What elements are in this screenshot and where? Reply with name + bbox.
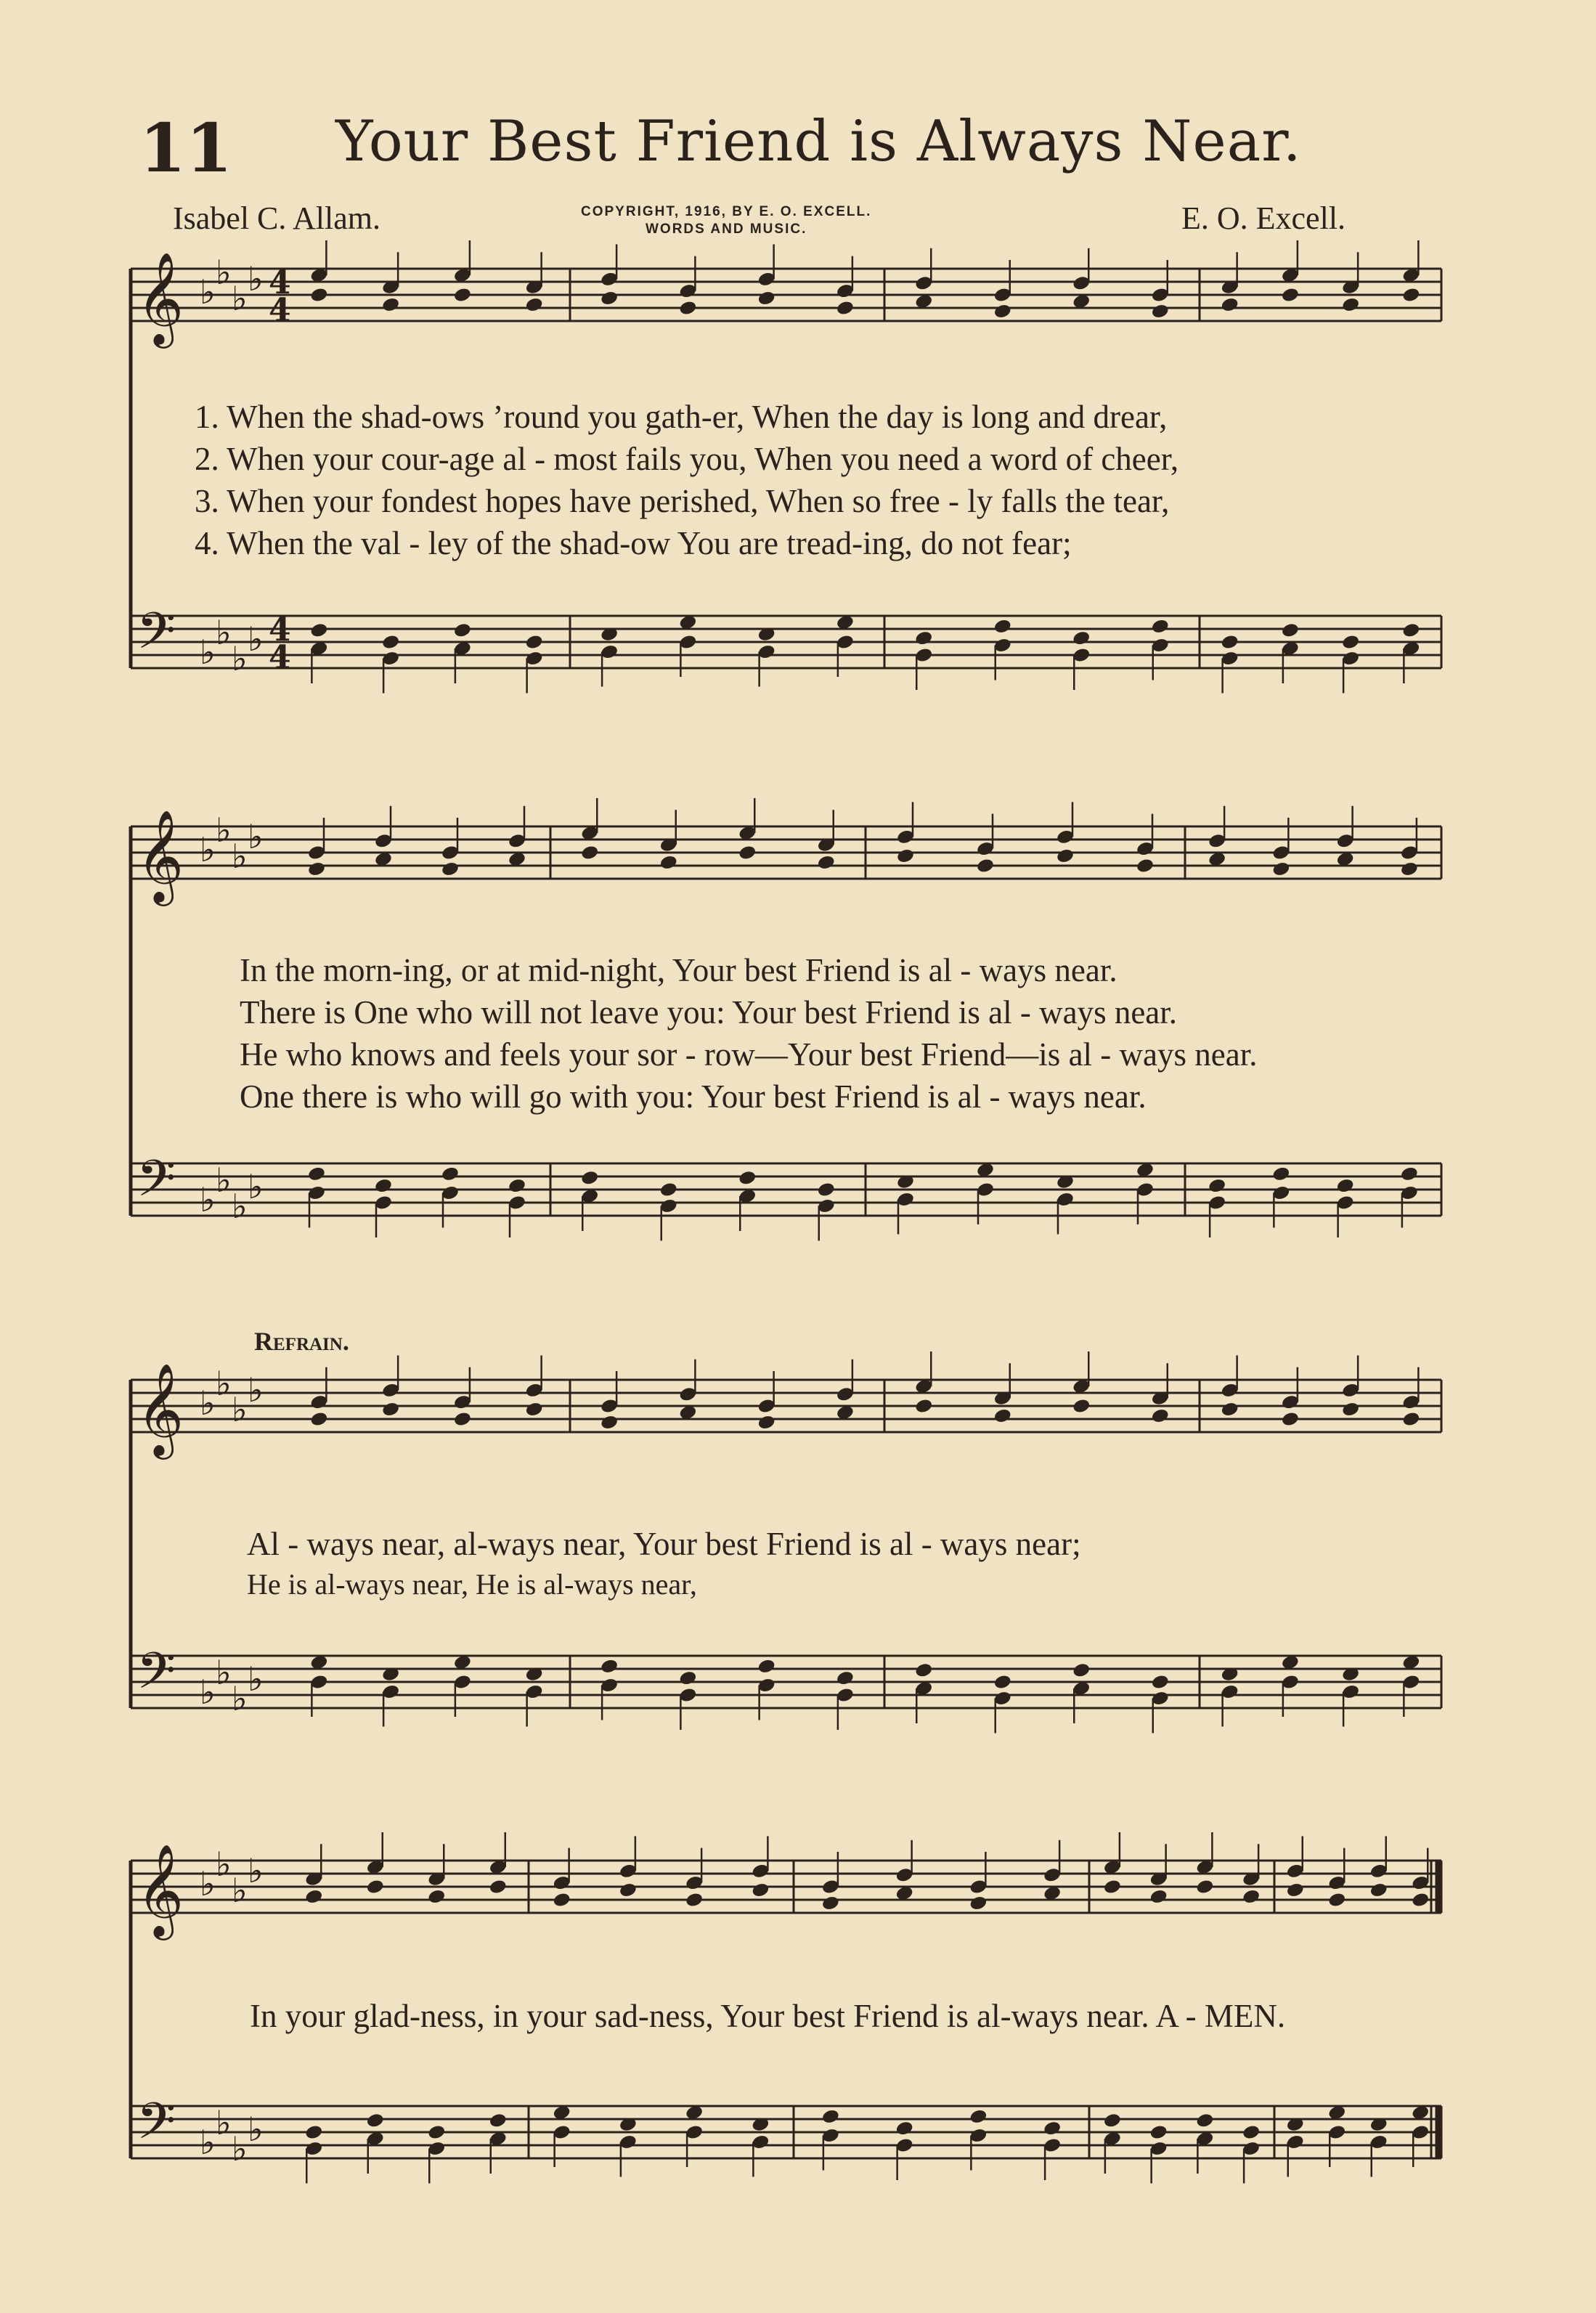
- note-head: [678, 1670, 697, 1686]
- verse-3-line-2: He who knows and feels your sor - row—Your best Friend—is al - ways near.: [240, 1036, 1258, 1073]
- note-head: [1242, 1888, 1261, 1905]
- note-head: [1221, 296, 1239, 313]
- flat-icon: ♭: [232, 2129, 248, 2168]
- note-head: [580, 845, 599, 861]
- note-head: [525, 634, 544, 651]
- note-head: [1271, 861, 1290, 877]
- refrain-line-2: He is al-ways near, He is al-ways near,: [247, 1568, 697, 1601]
- note-head: [1072, 1398, 1091, 1415]
- flat-icon: ♭: [216, 1653, 232, 1692]
- flat-icon: ♭: [232, 1871, 248, 1910]
- note-head: [1136, 858, 1155, 874]
- flat-icon: ♭: [232, 279, 248, 318]
- treble-clef-icon: 𝄞: [137, 1843, 184, 1936]
- final-lyric-line: In your glad-ness, in your sad-ness, Your best Friend is al-ways near. A - MEN.: [250, 1998, 1286, 2034]
- note-head: [453, 622, 472, 639]
- note-head: [993, 1407, 1012, 1424]
- note-head: [1151, 303, 1170, 320]
- note-head: [1151, 1674, 1170, 1691]
- flat-icon: ♭: [248, 619, 264, 659]
- flat-icon: ♭: [200, 1180, 216, 1219]
- note-head: [1401, 287, 1420, 304]
- note-head: [381, 296, 400, 313]
- note-head: [366, 2113, 385, 2129]
- flat-icon: ♭: [200, 1383, 216, 1423]
- note-head: [553, 1892, 571, 1908]
- note-head: [757, 290, 776, 306]
- note-head: [453, 1411, 472, 1428]
- note-head: [1327, 1892, 1346, 1908]
- note-head: [659, 854, 678, 871]
- note-head: [1056, 847, 1075, 864]
- note-head: [1336, 1177, 1355, 1194]
- note-head: [1221, 1401, 1239, 1418]
- note-head: [441, 1166, 460, 1182]
- note-head: [914, 1662, 933, 1679]
- note-head: [1401, 1411, 1420, 1428]
- note-head: [659, 1182, 678, 1198]
- note-head: [836, 1670, 855, 1686]
- note-head: [427, 2124, 446, 2141]
- note-head: [1043, 2120, 1062, 2137]
- treble-clef-icon: 𝄞: [137, 251, 184, 344]
- bass-clef-icon: 𝄢: [137, 1149, 176, 1220]
- flat-icon: ♭: [248, 1851, 264, 1890]
- flat-icon: ♭: [200, 830, 216, 869]
- time-signature-numerator: 4: [269, 264, 291, 301]
- verse-2-line-1: 2. When your cour-age al - most fails you, When you need a word of cheer,: [195, 441, 1179, 477]
- time-signature-numerator: 4: [269, 611, 291, 649]
- note-head: [381, 1401, 400, 1418]
- note-head: [453, 287, 472, 304]
- note-head: [993, 618, 1012, 635]
- note-head: [1281, 622, 1300, 639]
- note-head: [993, 1674, 1012, 1691]
- flat-icon: ♭: [248, 2110, 264, 2149]
- note-head: [817, 854, 836, 871]
- flat-icon: ♭: [248, 817, 264, 856]
- hymn-number: 11: [139, 109, 233, 187]
- note-head: [896, 847, 915, 864]
- note-head: [600, 1414, 619, 1431]
- bass-clef-icon: 𝄢: [137, 601, 176, 672]
- note-head: [757, 1658, 776, 1675]
- note-head: [374, 1177, 393, 1194]
- treble-clef-icon: 𝄞: [137, 1362, 184, 1455]
- note-head: [427, 1888, 446, 1905]
- verse-4-line-2: One there is who will go with you: Your best Friend is al - ways near.: [240, 1078, 1147, 1115]
- refrain-label: Refrain.: [254, 1327, 349, 1356]
- flat-icon: ♭: [232, 1187, 248, 1226]
- note-head: [1400, 1166, 1419, 1182]
- composer-credit: E. O. Excell.: [1181, 200, 1346, 236]
- note-head: [821, 2108, 840, 2125]
- note-head: [914, 630, 933, 646]
- note-head: [309, 1411, 328, 1428]
- note-head: [489, 1879, 508, 1895]
- flat-icon: ♭: [232, 1679, 248, 1718]
- note-head: [580, 1170, 599, 1187]
- note-head: [976, 858, 995, 874]
- note-head: [1281, 287, 1300, 304]
- note-head: [1286, 1882, 1305, 1898]
- note-head: [1341, 634, 1360, 651]
- note-head: [1221, 634, 1239, 651]
- note-head: [1149, 1888, 1168, 1905]
- note-head: [525, 1401, 544, 1418]
- note-head: [1072, 630, 1091, 646]
- verse-4-line-1: 4. When the val - ley of the shad-ow You are tread-ing, do not fear;: [195, 525, 1072, 561]
- note-head: [1195, 1879, 1214, 1895]
- note-head: [1400, 861, 1419, 877]
- flat-icon: ♭: [232, 639, 248, 678]
- note-head: [678, 300, 697, 317]
- time-signature-denominator: 4: [269, 639, 291, 676]
- note-head: [817, 1182, 836, 1198]
- note-head: [738, 1170, 757, 1187]
- flat-icon: ♭: [232, 1390, 248, 1429]
- note-head: [489, 2113, 508, 2129]
- note-head: [525, 296, 544, 313]
- note-head: [1341, 1401, 1360, 1418]
- note-head: [993, 303, 1012, 320]
- flat-icon: ♭: [248, 1370, 264, 1410]
- note-head: [836, 300, 855, 317]
- verse-3-line-1: 3. When your fondest hopes have perished, When so free - ly falls the tear,: [195, 483, 1170, 519]
- note-head: [600, 290, 619, 306]
- flat-icon: ♭: [216, 1845, 232, 1884]
- flat-icon: ♭: [216, 613, 232, 652]
- note-head: [366, 1879, 385, 1895]
- treble-clef-icon: 𝄞: [137, 809, 184, 902]
- verse-1-line-2: In the morn-ing, or at mid-night, Your best Friend is al - ways near.: [240, 952, 1117, 988]
- flat-icon: ♭: [200, 2123, 216, 2162]
- note-head: [895, 2120, 914, 2137]
- note-head: [307, 1166, 326, 1182]
- note-head: [1411, 1892, 1430, 1908]
- note-head: [685, 1892, 704, 1908]
- note-head: [969, 1895, 988, 1911]
- note-head: [441, 861, 460, 877]
- verse-1-line-1: 1. When the shad-ows ’round you gath-er, When the day is long and drear,: [195, 399, 1168, 435]
- verse-2-line-2: There is One who will not leave you: Your best Friend is al - ways near.: [240, 994, 1178, 1031]
- flat-icon: ♭: [216, 2103, 232, 2142]
- note-head: [821, 1895, 840, 1911]
- note-head: [1271, 1166, 1290, 1182]
- note-head: [1149, 2124, 1168, 2141]
- author-credit: Isabel C. Allam.: [173, 200, 380, 236]
- note-head: [1151, 618, 1170, 635]
- flat-icon: ♭: [248, 1167, 264, 1206]
- bass-clef-icon: 𝄢: [137, 1641, 176, 1712]
- refrain-line-1: Al - ways near, al-ways near, Your best Friend is al - ways near;: [247, 1526, 1081, 1562]
- flat-icon: ♭: [248, 1659, 264, 1699]
- note-head: [304, 2124, 323, 2141]
- note-head: [304, 1888, 323, 1905]
- note-head: [1341, 296, 1360, 313]
- flat-icon: ♭: [216, 253, 232, 292]
- bass-clef-icon: 𝄢: [137, 2092, 176, 2163]
- note-head: [1281, 1411, 1300, 1428]
- flat-icon: ♭: [216, 1364, 232, 1403]
- copyright-line-1: COPYRIGHT, 1916, BY E. O. EXCELL.: [581, 204, 872, 219]
- flat-icon: ♭: [248, 259, 264, 298]
- note-head: [1208, 1177, 1226, 1194]
- flat-icon: ♭: [216, 1160, 232, 1200]
- flat-icon: ♭: [200, 633, 216, 672]
- note-head: [508, 1177, 526, 1194]
- note-head: [738, 845, 757, 861]
- note-head: [1072, 1662, 1091, 1679]
- flat-icon: ♭: [200, 1864, 216, 1903]
- note-head: [1242, 2124, 1261, 2141]
- note-head: [381, 634, 400, 651]
- hymn-title: Your Best Friend is Always Near.: [335, 109, 1302, 174]
- flat-icon: ♭: [200, 1672, 216, 1712]
- note-head: [1151, 1407, 1170, 1424]
- note-head: [969, 2108, 988, 2125]
- note-head: [619, 1882, 638, 1898]
- note-head: [309, 622, 328, 639]
- note-head: [914, 1398, 933, 1415]
- time-signature-denominator: 4: [269, 292, 291, 329]
- note-head: [1369, 1882, 1388, 1898]
- copyright-line-2: WORDS AND MUSIC.: [646, 221, 807, 237]
- flat-icon: ♭: [216, 810, 232, 850]
- note-head: [600, 1658, 619, 1675]
- note-head: [1401, 622, 1420, 639]
- flat-icon: ♭: [232, 837, 248, 876]
- note-head: [751, 1882, 770, 1898]
- note-head: [1103, 2113, 1122, 2129]
- note-head: [1195, 2113, 1214, 2129]
- note-head: [1103, 1879, 1122, 1895]
- flat-icon: ♭: [200, 272, 216, 312]
- note-head: [757, 1414, 776, 1431]
- note-head: [307, 861, 326, 877]
- note-head: [309, 287, 328, 304]
